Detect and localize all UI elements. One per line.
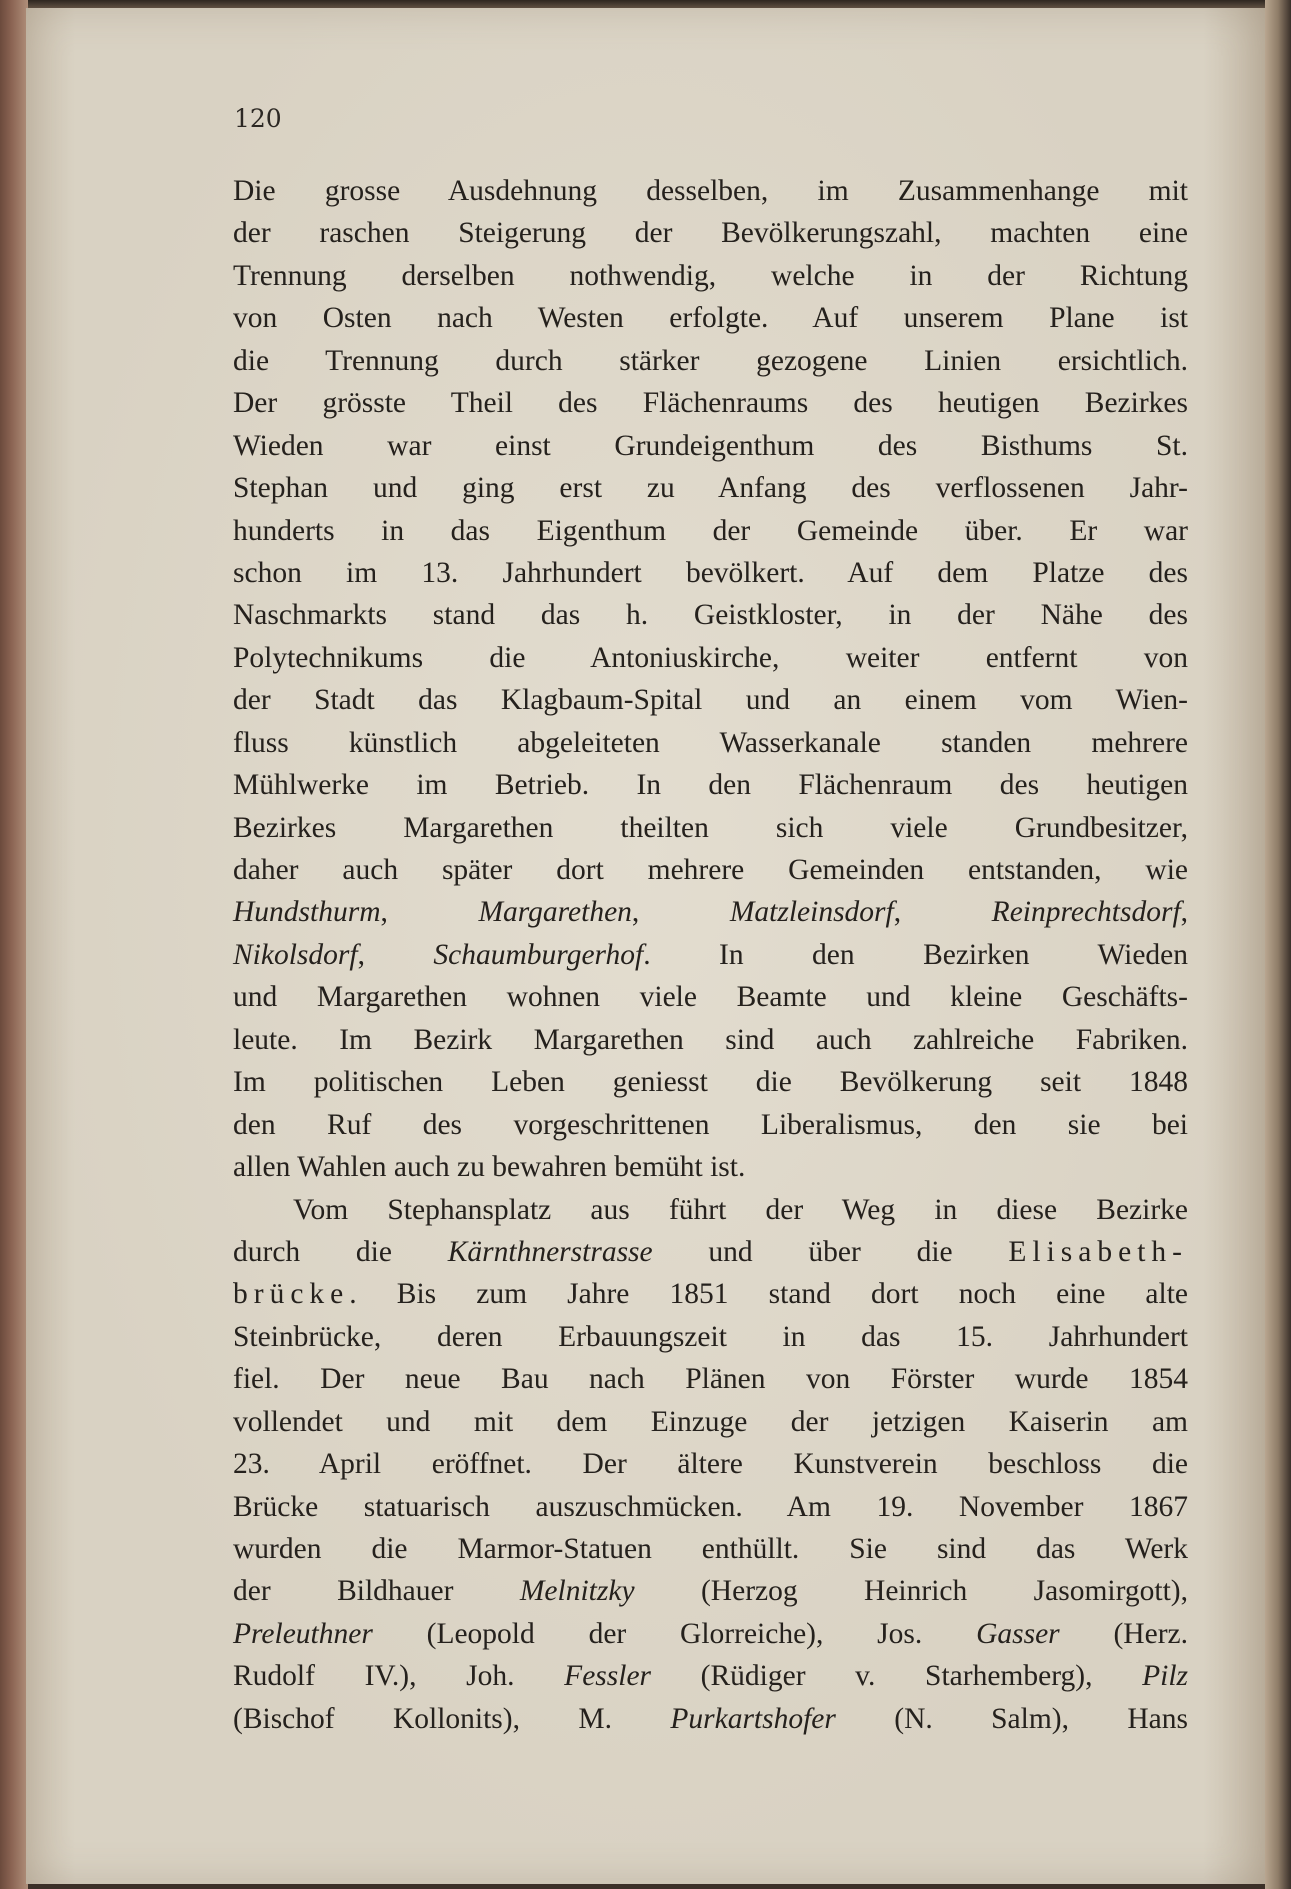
text-line: Die grosse Ausdehnung desselben, im Zusammenhange mit bbox=[233, 175, 1188, 207]
text-line: von Osten nach Westen erfolgte. Auf unserem Plane ist bbox=[233, 302, 1188, 335]
sculptor-name: Melnitzky bbox=[519, 1575, 635, 1608]
text-line: Mühlwerke im Betrieb. In den Flächenraum des heutigen bbox=[233, 769, 1188, 802]
text-line-paragraph-start: Vom Stephansplatz aus führt der Weg in diese Bezirke bbox=[293, 1193, 1188, 1226]
text-line: Trennung derselben nothwendig, welche in der Richtung bbox=[233, 259, 1188, 292]
text-line: Im politischen Leben geniesst die Bevölkerung seit 1848 bbox=[233, 1066, 1188, 1099]
place-name: Hundsthurm bbox=[233, 896, 381, 929]
text-line-italic-places bbox=[233, 934, 1188, 976]
text-line: wurden die Marmor-Statuen enthüllt. Sie sind das Werk bbox=[233, 1533, 1188, 1565]
punctuation: , bbox=[631, 896, 730, 929]
text-line: hunderts in das Eigenthum der Gemeinde über. Er war bbox=[233, 514, 1188, 547]
text-line-mixed bbox=[233, 1273, 1188, 1315]
punctuation: , bbox=[893, 896, 992, 929]
text-run: . In den Bezirken Wieden bbox=[643, 938, 1189, 971]
text-line: die Trennung durch stärker gezogene Linien ersichtlich. bbox=[233, 344, 1188, 377]
text-line: Stephan und ging erst zu Anfang des verflossenen Jahr- bbox=[233, 472, 1188, 505]
text-run: (Herzog Heinrich Jasomirgott), bbox=[634, 1575, 1188, 1608]
text-line-mixed bbox=[233, 1613, 1188, 1655]
text-run: (Rüdiger v. Starhemberg), bbox=[651, 1660, 1143, 1693]
sculptor-name: Fessler bbox=[564, 1660, 652, 1693]
place-name: Margarethen bbox=[478, 896, 632, 929]
text-line: der raschen Steigerung der Bevölkerungszahl, machten eine bbox=[233, 217, 1188, 250]
text-line: Bezirkes Margarethen theilten sich viele Grundbesitzer, bbox=[233, 811, 1188, 844]
text-line: den Ruf des vorgeschrittenen Liberalismus, den sie bei bbox=[233, 1108, 1188, 1141]
sculptor-name: Preleuthner bbox=[233, 1617, 373, 1650]
text-line-mixed bbox=[233, 1655, 1188, 1697]
text-line: schon im 13. Jahrhundert bevölkert. Auf dem Platze des bbox=[233, 556, 1188, 589]
text-line: daher auch später dort mehrere Gemeinden entstanden, wie bbox=[233, 854, 1188, 886]
text-line-mixed bbox=[233, 1698, 1188, 1740]
text-line: 23. April eröffnet. Der ältere Kunstverein beschloss die bbox=[233, 1448, 1188, 1481]
right-page-edge bbox=[1265, 0, 1291, 1889]
text-line-paragraph-end: allen Wahlen auch zu bewahren bemüht ist. bbox=[233, 1151, 746, 1184]
book-page bbox=[26, 8, 1265, 1884]
text-line: fiel. Der neue Bau nach Plänen von Förster wurde 1854 bbox=[233, 1363, 1188, 1396]
punctuation: , bbox=[357, 938, 434, 971]
text-run: . Bis zum Jahre 1851 stand dort noch eine alte bbox=[349, 1278, 1188, 1311]
street-name: Kärnthnerstrasse bbox=[447, 1235, 653, 1268]
left-page-edge bbox=[0, 0, 28, 1889]
text-run: (Herz. bbox=[1059, 1617, 1188, 1650]
sculptor-name: Purkartshofer bbox=[670, 1702, 836, 1735]
place-name: Reinprechtsdorf bbox=[991, 896, 1181, 929]
bridge-name-spaced: brücke bbox=[233, 1278, 350, 1311]
text-line: Steinbrücke, deren Erbauungszeit in das 15. Jahrhundert bbox=[233, 1320, 1188, 1353]
punctuation: , bbox=[380, 896, 479, 929]
text-run: (Leopold der Glorreiche), Jos. bbox=[372, 1617, 977, 1650]
text-line: vollendet und mit dem Einzuge der jetzigen Kaiserin am bbox=[233, 1405, 1188, 1438]
text-line: und Margarethen wohnen viele Beamte und kleine Geschäfts- bbox=[233, 981, 1188, 1014]
text-line: Der grösste Theil des Flächenraums des heutigen Bezirkes bbox=[233, 387, 1188, 420]
text-line-italic-places bbox=[233, 891, 1188, 933]
bridge-name-spaced: Elisabeth- bbox=[1008, 1235, 1188, 1268]
text-line: Naschmarkts stand das h. Geistkloster, in der Nähe des bbox=[233, 599, 1188, 632]
text-run: (N. Salm), Hans bbox=[835, 1702, 1188, 1735]
text-line: der Stadt das Klagbaum-Spital und an einem vom Wien- bbox=[233, 684, 1188, 717]
text-line: Polytechnikums die Antoniuskirche, weiter entfernt von bbox=[233, 641, 1188, 674]
text-run: Rudolf IV.), Joh. bbox=[233, 1660, 565, 1693]
place-name: Nikolsdorf bbox=[233, 938, 358, 971]
text-line: leute. Im Bezirk Margarethen sind auch zahlreiche Fabriken. bbox=[233, 1023, 1188, 1056]
text-run: (Bischof Kollonits), M. bbox=[233, 1702, 671, 1735]
sculptor-name: Pilz bbox=[1142, 1660, 1189, 1693]
text-run: und über die bbox=[652, 1235, 1009, 1268]
text-run: durch die bbox=[233, 1235, 448, 1268]
text-run: der Bildhauer bbox=[233, 1575, 520, 1608]
text-line: Wieden war einst Grundeigenthum des Bisthums St. bbox=[233, 429, 1188, 462]
sculptor-name: Gasser bbox=[976, 1617, 1060, 1650]
text-line-mixed bbox=[233, 1570, 1188, 1612]
place-name: Matzleinsdorf bbox=[729, 896, 894, 929]
place-name: Schaumburgerhof bbox=[433, 938, 644, 971]
punctuation: , bbox=[1180, 896, 1189, 929]
body-text bbox=[233, 170, 1188, 1740]
text-line: Brücke statuarisch auszuschmücken. Am 19. November 1867 bbox=[233, 1490, 1188, 1523]
text-line-mixed bbox=[233, 1231, 1188, 1273]
text-line: fluss künstlich abgeleiteten Wasserkanale standen mehrere bbox=[233, 726, 1188, 759]
page-number: 120 bbox=[234, 104, 282, 133]
